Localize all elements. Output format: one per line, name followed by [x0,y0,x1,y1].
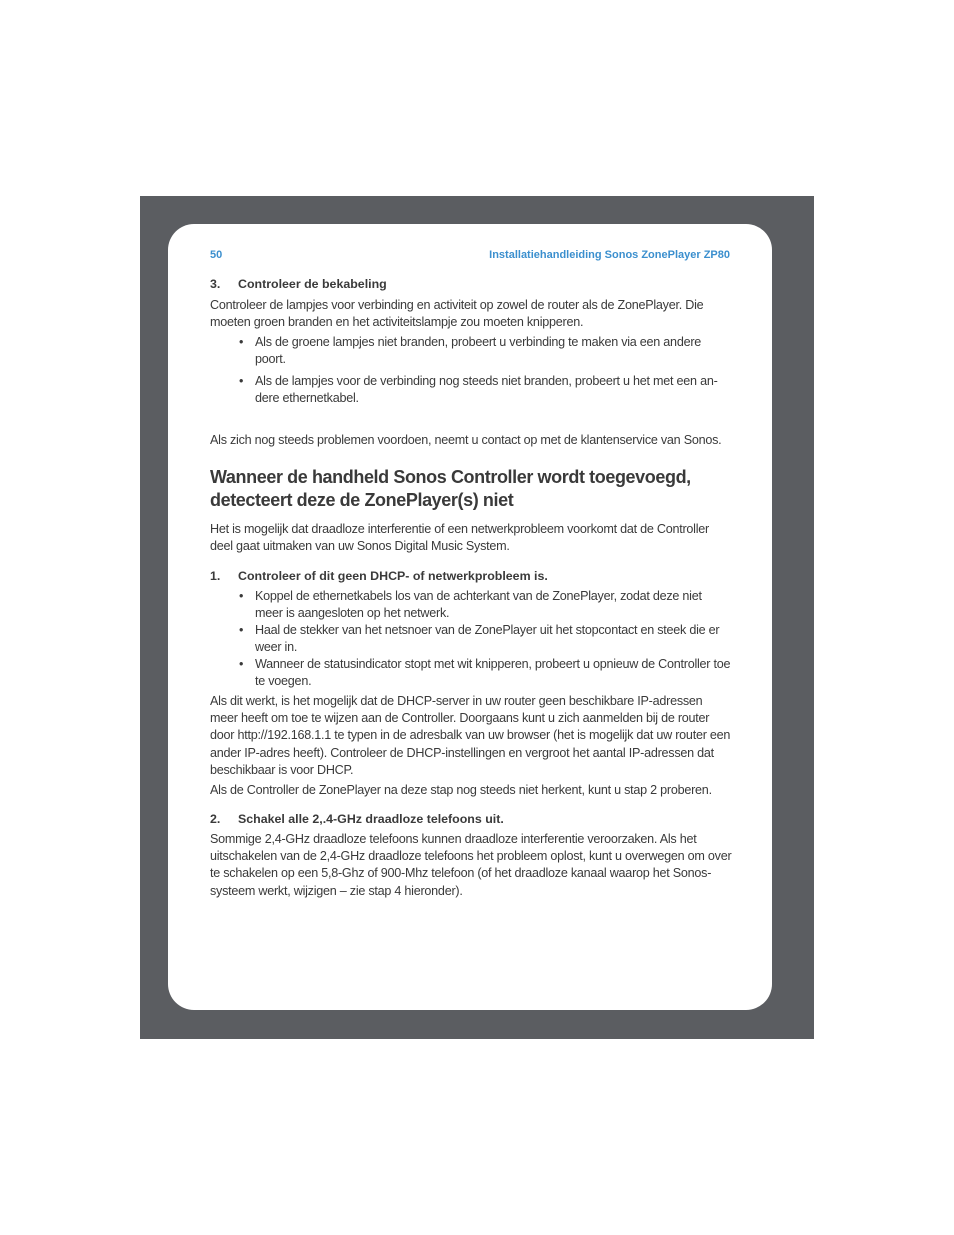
list-item: • Wanneer de statusindicator stopt met wit knipperen, probeert u opnieuw de Controller toe te voegen. [239,657,731,688]
bullet-icon: • [239,657,244,671]
bullet-icon: • [239,589,244,603]
section-heading: Wanneer de handheld Sonos Controller wordt toegevoegd, detecteert deze de ZonePlayer(s) niet [210,467,691,510]
page-number: 50 [210,249,223,261]
step-2-heading [210,811,504,827]
document-title: Installatiehandleiding Sonos ZonePlayer ZP80 [489,249,730,261]
step-title: Controleer of dit geen DHCP- of netwerkprobleem is. [238,569,548,583]
step-number: 3. [210,277,221,291]
list-item: • Koppel de ethernetkabels los van de achterkant van de ZonePlayer, zodat deze niet meer is aangesloten op het netwerk. [239,589,702,620]
list-item: • Als de lampjes voor de verbinding nog steeds niet branden, probeert u het met een an-dere ethernetkabel. [239,374,718,405]
step-title: Schakel alle 2,.4-GHz draadloze telefoons uit. [238,812,504,826]
step-2-text: Sommige 2,4-GHz draadloze telefoons kunnen draadloze interferentie veroorzaken. Als het uitschakelen van de 2,4-GHz draadloze telefoons het probleem oplost, kunt u overwegen om over te schakelen op een 5,8-Ghz of 900-Mhz telefoon (of het draadloze kanaal waarop het Sonos-systeem werkt, wijzigen – zie stap 4 hieronder). [210,832,732,898]
bullet-icon: • [239,335,244,349]
step-3-text: Controleer de lampjes voor verbinding en activiteit op zowel de router als de ZonePlayer. Die moeten groen branden en het activiteitslampje zou moeten knipperen. [210,298,704,330]
bullet-icon: • [239,374,244,388]
step-3-heading [210,276,387,292]
section-intro: Het is mogelijk dat draadloze interferentie of een netwerkprobleem voorkomt dat de Controller deel gaat uitmaken van uw Sonos Digital Music System. [210,522,709,554]
step-1-followup: Als de Controller de ZonePlayer na deze stap nog steeds niet herkent, kunt u stap 2 proberen. [210,783,712,797]
step-number: 1. [210,569,221,583]
closing-text: Als zich nog steeds problemen voordoen, neemt u contact op met de klantenservice van Sonos. [210,433,722,447]
list-item: • Als de groene lampjes niet branden, probeert u verbinding te maken via een andere poort. [239,335,702,366]
step-number: 2. [210,812,221,826]
bullet-icon: • [239,623,244,637]
step-1-explanation: Als dit werkt, is het mogelijk dat de DHCP-server in uw router geen beschikbare IP-adressen meer heeft om toe te wijzen aan de Controller. Doorgaans kunt u zich aanmelden bij de router door http://192.168.1.1 te typen in de adresbalk van uw browser (het is mogelijk dat uw router een ander IP-adres heeft). Controleer de DHCP-instellingen en vergroot het aantal IP-adressen dat beschikbaar is voor DHCP. [210,694,731,777]
step-title: Controleer de bekabeling [238,277,387,291]
running-header [210,249,730,263]
list-item: • Haal de stekker van het netsnoer van de ZonePlayer uit het stopcontact en steek die er weer in. [239,623,720,654]
step-1-heading [210,568,548,584]
